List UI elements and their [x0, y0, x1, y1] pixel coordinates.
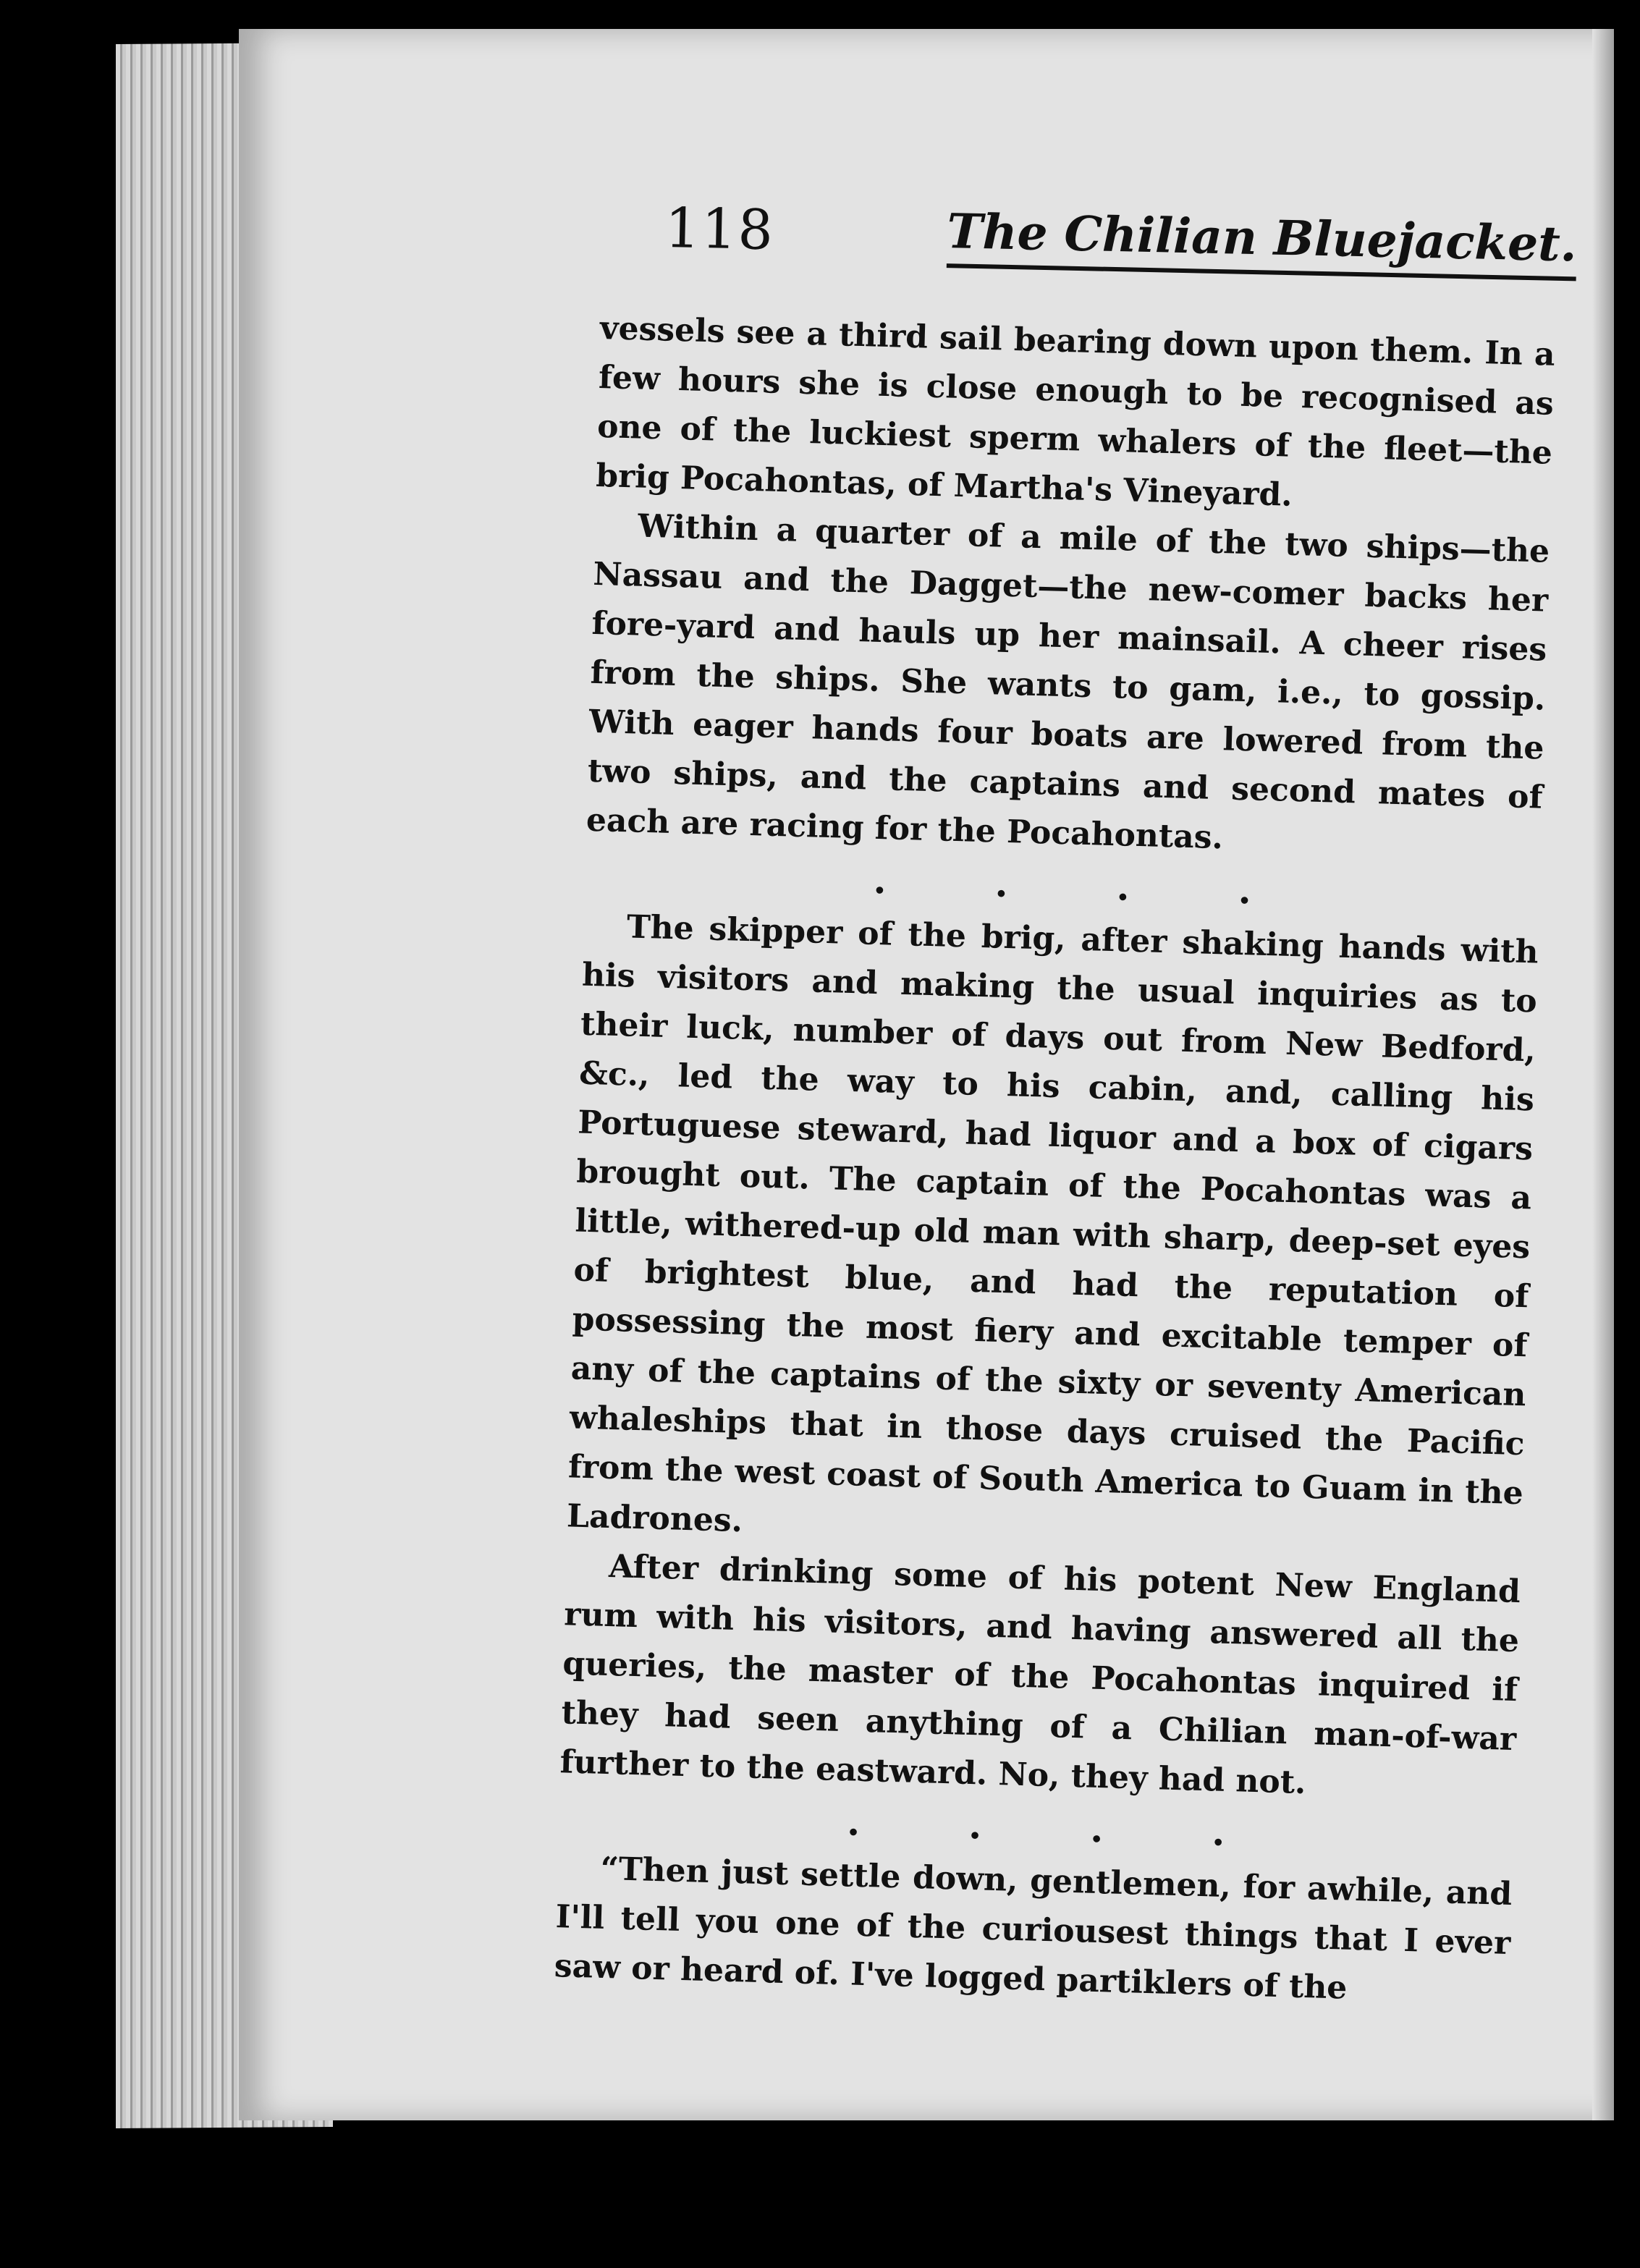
separator-dot: . [872, 858, 887, 903]
body-text [554, 304, 1556, 2018]
page-gutter-shadow [1592, 29, 1614, 2120]
separator-dot: . [1115, 865, 1130, 910]
paragraph: Within a quarter of a mile of the two ships—the Nassau and the Dagget—the new-comer backs her fore-yard and hauls up her mainsail. A cheer rises from the ships. She wants to gam, i.e., to gossip. With eager hands four boats are lowered from the two ships, and the captains and second mates of each are racing for the Pocahontas. [586, 507, 1550, 857]
paragraph: The skipper of the brig, after shaking hands with his visitors and making the usual inquiries as to their luck, number of days out from New Bedford, &c., led the way to his cabin, and, calling his Portuguese steward, had liquor and a box of cigars brought out. The captain of the Pocahontas was a little, withered-up old man with sharp, deep-set eyes of brightest blue, and had the reputation of possessing the most fiery and excitable temper of any of the captains of the sixty or seventy American whaleships that in those days cruised the Pacific from the west coast of South America to Guam in the Ladrones. [566, 908, 1539, 1540]
page-number: 118 [664, 195, 775, 263]
paragraph: “Then just settle down, gentlemen, for awhile, and I'll tell you one of the curiousest things that I ever saw or heard of. I've logged partiklers of the [554, 1850, 1513, 2007]
paragraph: vessels see a third sail bearing down upon them. In a few hours she is close enough to be recognised as one of the luckiest sperm whalers of the fleet—the brig Pocahontas, of Martha's Vineyard. [595, 309, 1556, 514]
separator-dot: . [994, 861, 1009, 907]
page-header [664, 188, 1578, 323]
separator-dot: . [968, 1803, 983, 1848]
separator-dot: . [1211, 1810, 1226, 1855]
running-title: The Chilian Bluejacket. [946, 203, 1577, 281]
separator-dot: . [846, 1800, 861, 1845]
separator-dot: . [1237, 868, 1252, 913]
separator-dot: . [1089, 1806, 1104, 1852]
paragraph: After drinking some of his potent New England rum with his visitors, and having answered all the queries, the master of the Pocahontas inquired if they had seen anything of a Chilian man-of-war further to the eastward. No, they had not. [559, 1548, 1521, 1801]
